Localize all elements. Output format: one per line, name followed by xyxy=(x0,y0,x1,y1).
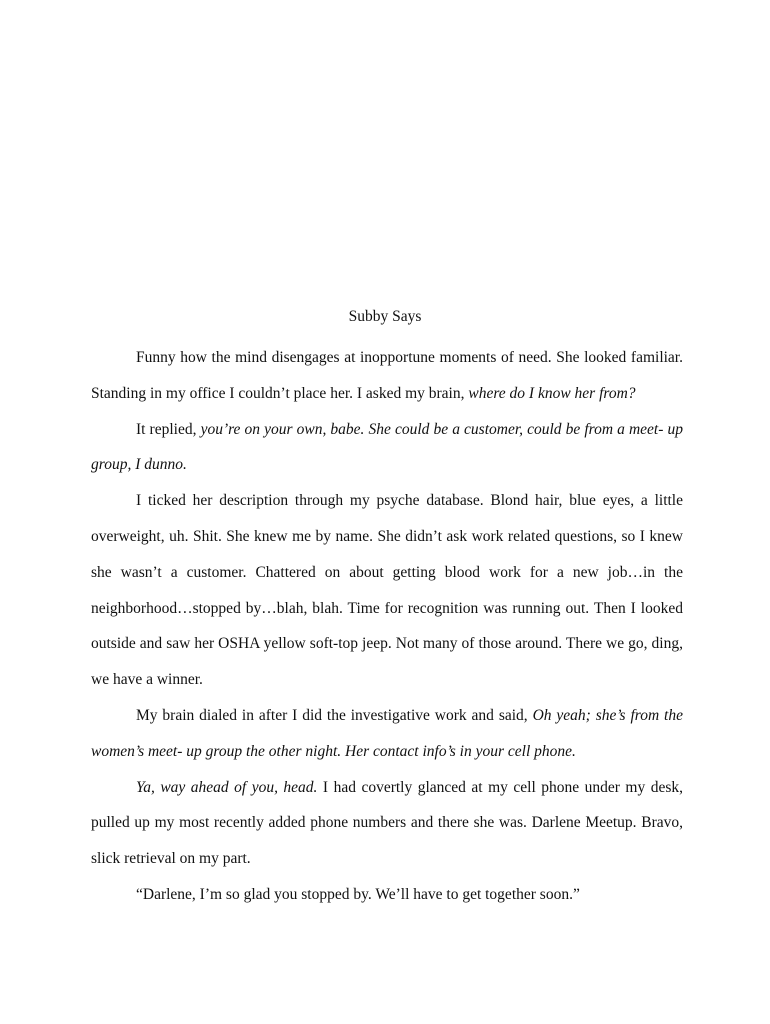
paragraph-italic-text: where do I know her from? xyxy=(468,384,636,402)
paragraph-6 xyxy=(91,877,683,913)
paragraph-text: I ticked her description through my psyche database. Blond hair, blue eyes, a little overweight, uh. Shit. She knew me by name. She didn’t ask work related questions, so I knew she wasn’t a customer. Chattered on about getting blood work for a new job…in the neighborhood…stopped by…blah, blah. Time for recognition was running out. Then I looked outside and saw her OSHA yellow soft-top jeep. Not many of those around. There we go, ding, we have a winner. xyxy=(91,492,683,689)
paragraph-5 xyxy=(91,770,683,877)
paragraph-3 xyxy=(91,483,683,698)
paragraph-text: It replied, xyxy=(136,420,201,438)
paragraph-1 xyxy=(91,340,683,412)
paragraph-2 xyxy=(91,412,683,484)
paragraph-text: Funny how the mind disengages at inopportune moments of need. She looked familiar. Standing in my office I couldn’t place her. I asked my brain, xyxy=(91,349,683,402)
document-body xyxy=(91,340,683,913)
paragraph-text: I had covertly glanced at my cell phone under my desk, pulled up my most recently added phone numbers and there she was. Darlene Meetup. Bravo, slick retrieval on my part. xyxy=(91,778,683,868)
paragraph-italic-text: Ya, way ahead of you, head. xyxy=(136,778,318,796)
paragraph-text: “Darlene, I’m so glad you stopped by. We’ll have to get together soon.” xyxy=(136,885,580,903)
paragraph-italic-text: Oh yeah; she’s from the women’s meet- up group the other night. Her contact info’s in your cell phone. xyxy=(91,706,683,760)
paragraph-italic-text: you’re on your own, babe. She could be a customer, could be from a meet- up group, I dunno. xyxy=(91,420,683,474)
paragraph-4 xyxy=(91,698,683,770)
paragraph-text: My brain dialed in after I did the investigative work and said, xyxy=(136,706,533,724)
document-title: Subby Says xyxy=(348,308,422,325)
